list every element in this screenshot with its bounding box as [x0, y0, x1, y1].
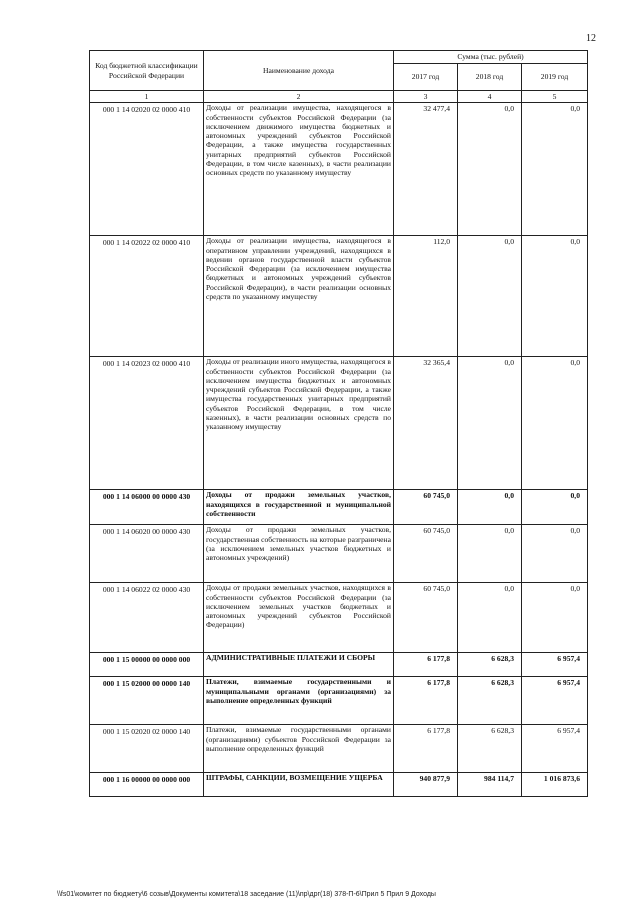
value-2019: 6 957,4 — [522, 725, 588, 773]
value-2017: 32 365,4 — [394, 357, 458, 490]
value-2017: 32 477,4 — [394, 103, 458, 236]
table-row — [90, 677, 588, 725]
value-2019: 0,0 — [522, 103, 588, 236]
budget-code: 000 1 14 02023 02 0000 410 — [90, 357, 204, 490]
revenue-name: Доходы от продажи земельных участков, государственная собственность на которые разграничена (за исключением земельных участков бюджетных и автономных учреждений) — [204, 525, 394, 583]
revenue-name: Доходы от реализации иного имущества, находящегося в собственности субъектов Российской Федерации (за исключением имущества бюджетных и автономных учреждений субъектов Российской Федерации, а также имущества государственных унитарных предприятий субъектов Российской Федерации, в том числе казенных), в части реализации основных средств по указанному имуществу — [204, 357, 394, 490]
table-row — [90, 773, 588, 797]
value-2018: 6 628,3 — [458, 677, 522, 725]
value-2017: 6 177,8 — [394, 677, 458, 725]
page-number: 12 — [586, 33, 596, 44]
value-2018: 0,0 — [458, 236, 522, 357]
table-row — [90, 357, 588, 490]
budget-code: 000 1 14 06000 00 0000 430 — [90, 490, 204, 525]
value-2018: 984 114,7 — [458, 773, 522, 797]
value-2019: 0,0 — [522, 357, 588, 490]
budget-code: 000 1 15 02020 02 0000 140 — [90, 725, 204, 773]
value-2017: 940 877,9 — [394, 773, 458, 797]
value-2018: 6 628,3 — [458, 725, 522, 773]
header-year-2019: 2019 год — [522, 64, 588, 91]
value-2017: 6 177,8 — [394, 653, 458, 677]
revenue-name: Доходы от реализации имущества, находящегося в оперативном управлении учреждений, находящихся в ведении органов государственной власти субъектов Российской Федерации (за исключением имущества бюджетных и автономных учреждений субъектов Российской Федерации), в части реализации основных средств по указанному имуществу — [204, 236, 394, 357]
revenue-table — [89, 50, 588, 797]
budget-code: 000 1 15 02000 00 0000 140 — [90, 677, 204, 725]
header-year-2017: 2017 год — [394, 64, 458, 91]
table-row — [90, 525, 588, 583]
revenue-name: Доходы от продажи земельных участков, находящихся в собственности субъектов Российской Федерации (за исключением земельных участков бюджетных и автономных учреждений субъектов Российской Федерации) — [204, 583, 394, 653]
value-2018: 0,0 — [458, 583, 522, 653]
table-row — [90, 725, 588, 773]
value-2019: 0,0 — [522, 583, 588, 653]
revenue-name: Доходы от реализации имущества, находящегося в собственности субъектов Российской Федерации (за исключением движимого имущества бюджетных и автономных учреждений субъектов Российской Федерации, а также имущества государственных унитарных предприятий субъектов Российской Федерации, в том числе казенных), в части реализации основных средств по указанному имуществу — [204, 103, 394, 236]
header-sum-group: Сумма (тыс. рублей) — [394, 51, 588, 64]
header-name: Наименование дохода — [204, 51, 394, 91]
col-number-2: 2 — [204, 91, 394, 103]
budget-code: 000 1 16 00000 00 0000 000 — [90, 773, 204, 797]
revenue-name: Платежи, взимаемые государственными органами (организациями) субъектов Российской Федерации за выполнение определенных функций — [204, 725, 394, 773]
budget-code: 000 1 14 02020 02 0000 410 — [90, 103, 204, 236]
revenue-name: АДМИНИСТРАТИВНЫЕ ПЛАТЕЖИ И СБОРЫ — [204, 653, 394, 677]
value-2019: 0,0 — [522, 525, 588, 583]
value-2018: 0,0 — [458, 490, 522, 525]
col-number-1: 1 — [90, 91, 204, 103]
table-row — [90, 490, 588, 525]
footer-file-path: \\fs01\комитет по бюджету\6 созыв\Документы комитета\18 заседание (11)\пр\дрг(18) 378-П-6\Прил 5 Прил 9 Доходы — [57, 891, 436, 898]
revenue-name: Платежи, взимаемые государственными и муниципальными органами (организациями) за выполнение определенных функций — [204, 677, 394, 725]
col-number-4: 4 — [458, 91, 522, 103]
value-2017: 6 177,8 — [394, 725, 458, 773]
col-number-5: 5 — [522, 91, 588, 103]
budget-code: 000 1 14 02022 02 0000 410 — [90, 236, 204, 357]
header-code: Код бюджетной классификации Российской Федерации — [90, 51, 204, 91]
header-year-2018: 2018 год — [458, 64, 522, 91]
value-2019: 6 957,4 — [522, 677, 588, 725]
value-2018: 6 628,3 — [458, 653, 522, 677]
value-2017: 60 745,0 — [394, 490, 458, 525]
value-2017: 112,0 — [394, 236, 458, 357]
budget-code: 000 1 14 06022 02 0000 430 — [90, 583, 204, 653]
table-row — [90, 236, 588, 357]
value-2017: 60 745,0 — [394, 583, 458, 653]
revenue-name: Доходы от продажи земельных участков, находящихся в государственной и муниципальной собственности — [204, 490, 394, 525]
budget-code: 000 1 14 06020 00 0000 430 — [90, 525, 204, 583]
value-2019: 0,0 — [522, 236, 588, 357]
revenue-name: ШТРАФЫ, САНКЦИИ, ВОЗМЕЩЕНИЕ УЩЕРБА — [204, 773, 394, 797]
value-2019: 6 957,4 — [522, 653, 588, 677]
value-2017: 60 745,0 — [394, 525, 458, 583]
table-row — [90, 653, 588, 677]
table-row — [90, 583, 588, 653]
table-row — [90, 103, 588, 236]
value-2018: 0,0 — [458, 103, 522, 236]
budget-code: 000 1 15 00000 00 0000 000 — [90, 653, 204, 677]
value-2018: 0,0 — [458, 525, 522, 583]
value-2018: 0,0 — [458, 357, 522, 490]
value-2019: 0,0 — [522, 490, 588, 525]
value-2019: 1 016 873,6 — [522, 773, 588, 797]
col-number-3: 3 — [394, 91, 458, 103]
